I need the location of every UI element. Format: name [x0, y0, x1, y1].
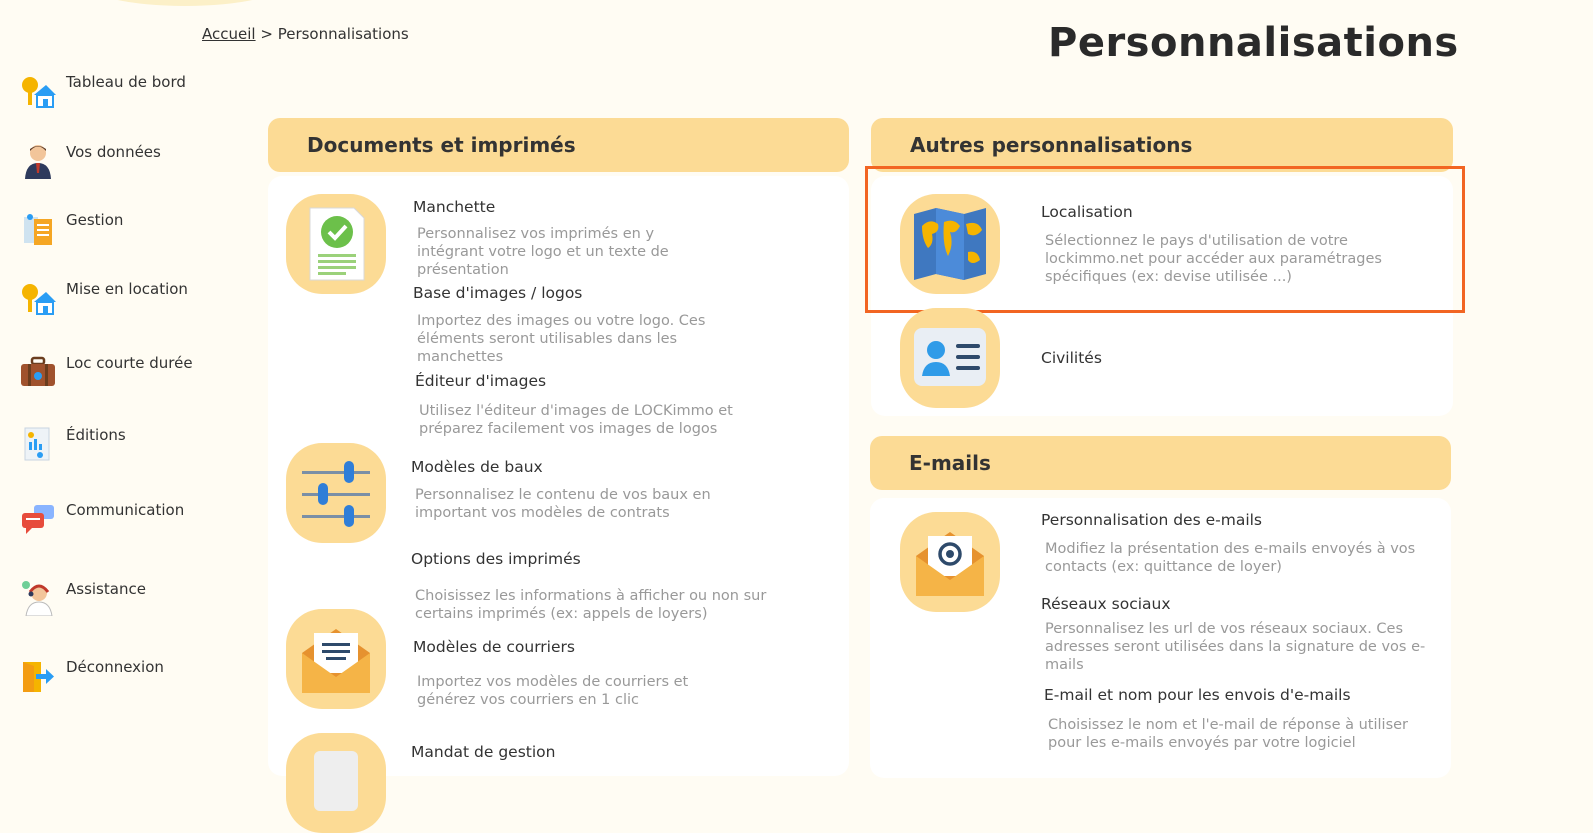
item-manchette[interactable]: Manchette	[413, 198, 496, 216]
sidebar-item-deconnexion[interactable]	[20, 658, 230, 698]
emails-panel-header	[870, 436, 1451, 490]
sidebar-item-label: Déconnexion	[66, 658, 164, 676]
sidebar-item-label: Éditions	[66, 426, 126, 444]
localisation-highlight-box	[865, 166, 1465, 313]
documents-panel-header	[268, 118, 849, 172]
user-icon	[20, 143, 56, 179]
mandat-gestion-icon-wrap[interactable]	[286, 733, 386, 833]
civilites-icon-wrap[interactable]	[900, 308, 1000, 408]
sidebar-item-label: Vos données	[66, 143, 161, 161]
page-title: Personnalisations	[1048, 20, 1459, 66]
personnalisation-emails-icon-wrap[interactable]	[900, 512, 1000, 612]
sidebar-item-label: Mise en location	[66, 280, 188, 298]
item-personnalisation-emails[interactable]: Personnalisation des e-mails	[1041, 511, 1263, 529]
item-email-nom-envois-desc: Choisissez le nom et l'e-mail de réponse à utiliser pour les e-mails envoyés par votre logiciel	[1048, 717, 1409, 751]
sidebar-item-editions[interactable]	[20, 426, 230, 466]
sidebar-item-tableau-de-bord[interactable]	[20, 73, 230, 113]
sidebar-item-communication[interactable]	[20, 501, 230, 541]
house-key-icon	[20, 73, 56, 109]
item-base-images-logos[interactable]: Base d'images / logos	[413, 284, 583, 302]
sidebar-item-assistance[interactable]	[20, 580, 230, 620]
document-check-icon	[296, 204, 376, 284]
sidebar-item-mise-en-location[interactable]	[20, 280, 230, 320]
breadcrumb-home-link[interactable]: Accueil	[202, 25, 256, 43]
sidebar-item-gestion[interactable]	[20, 211, 230, 251]
email-at-icon	[910, 522, 990, 602]
breadcrumb	[202, 25, 409, 43]
sidebar-item-loc-courte-duree[interactable]	[20, 354, 230, 394]
item-editeur-images[interactable]: Éditeur d'images	[415, 372, 547, 390]
sidebar-item-label: Loc courte durée	[66, 354, 193, 372]
item-modeles-courriers-desc: Importez vos modèles de courriers et générez vos courriers en 1 clic	[417, 674, 689, 708]
clipboard-icon	[20, 211, 56, 247]
item-manchette-desc: Personnalisez vos imprimés en y intégrant votre logo et un texte de présentation	[417, 226, 669, 278]
item-email-nom-envois[interactable]: E-mail et nom pour les envois d'e-mails	[1044, 686, 1351, 704]
breadcrumb-separator: >	[260, 25, 273, 43]
item-options-imprimes-desc: Choisissez les informations à afficher ou non sur certains imprimés (ex: appels de loyers)	[415, 588, 767, 622]
autres-panel-title: Autres personnalisations	[910, 133, 1193, 157]
item-mandat-gestion[interactable]: Mandat de gestion	[411, 743, 556, 761]
manchette-icon-wrap[interactable]	[286, 194, 386, 294]
sidebar-item-label: Communication	[66, 501, 185, 519]
autres-panel-header	[871, 118, 1453, 172]
sidebar-item-label: Tableau de bord	[66, 73, 186, 91]
item-reseaux-sociaux[interactable]: Réseaux sociaux	[1041, 595, 1171, 613]
decorative-blob	[85, 0, 285, 6]
house-key-icon	[20, 280, 56, 316]
report-icon	[20, 426, 56, 462]
suitcase-icon	[20, 354, 56, 390]
sidebar-item-label: Assistance	[66, 580, 146, 598]
id-card-icon	[910, 318, 990, 398]
document-icon	[296, 743, 376, 823]
support-agent-icon	[20, 580, 56, 616]
item-personnalisation-emails-desc: Modifiez la présentation des e-mails envoyés à vos contacts (ex: quittance de loyer)	[1045, 541, 1416, 575]
mail-letter-icon	[296, 619, 376, 699]
item-options-imprimes[interactable]: Options des imprimés	[411, 550, 581, 568]
sidebar-item-vos-donnees[interactable]	[20, 143, 230, 183]
item-civilites[interactable]: Civilités	[1041, 349, 1102, 367]
item-reseaux-sociaux-desc: Personnalisez les url de vos réseaux sociaux. Ces adresses seront utilisées dans la signature de vos e-mails	[1045, 621, 1426, 673]
breadcrumb-current: Personnalisations	[277, 25, 409, 43]
modeles-courriers-icon-wrap[interactable]	[286, 609, 386, 709]
item-editeur-images-desc: Utilisez l'éditeur d'images de LOCKimmo et préparez facilement vos images de logos	[419, 403, 733, 437]
logout-icon	[20, 658, 56, 694]
item-modeles-courriers[interactable]: Modèles de courriers	[413, 638, 575, 656]
documents-panel-title: Documents et imprimés	[307, 133, 576, 157]
item-localisation-desc: Sélectionnez le pays d'utilisation de votre lockimmo.net pour accéder aux paramétrages spécifiques (ex: devise utilisée ...)	[1045, 233, 1382, 285]
item-localisation[interactable]: Localisation	[1041, 203, 1133, 221]
item-base-images-desc: Importez des images ou votre logo. Ces éléments seront utilisables dans les manchettes	[417, 313, 706, 365]
item-modeles-baux-desc: Personnalisez le contenu de vos baux en important vos modèles de contrats	[415, 487, 711, 521]
emails-panel-title: E-mails	[909, 451, 991, 475]
modeles-baux-icon-wrap[interactable]	[286, 443, 386, 543]
sidebar-item-label: Gestion	[66, 211, 124, 229]
chat-icon	[20, 501, 56, 537]
item-modeles-baux[interactable]: Modèles de baux	[411, 458, 543, 476]
sliders-icon	[296, 453, 376, 533]
